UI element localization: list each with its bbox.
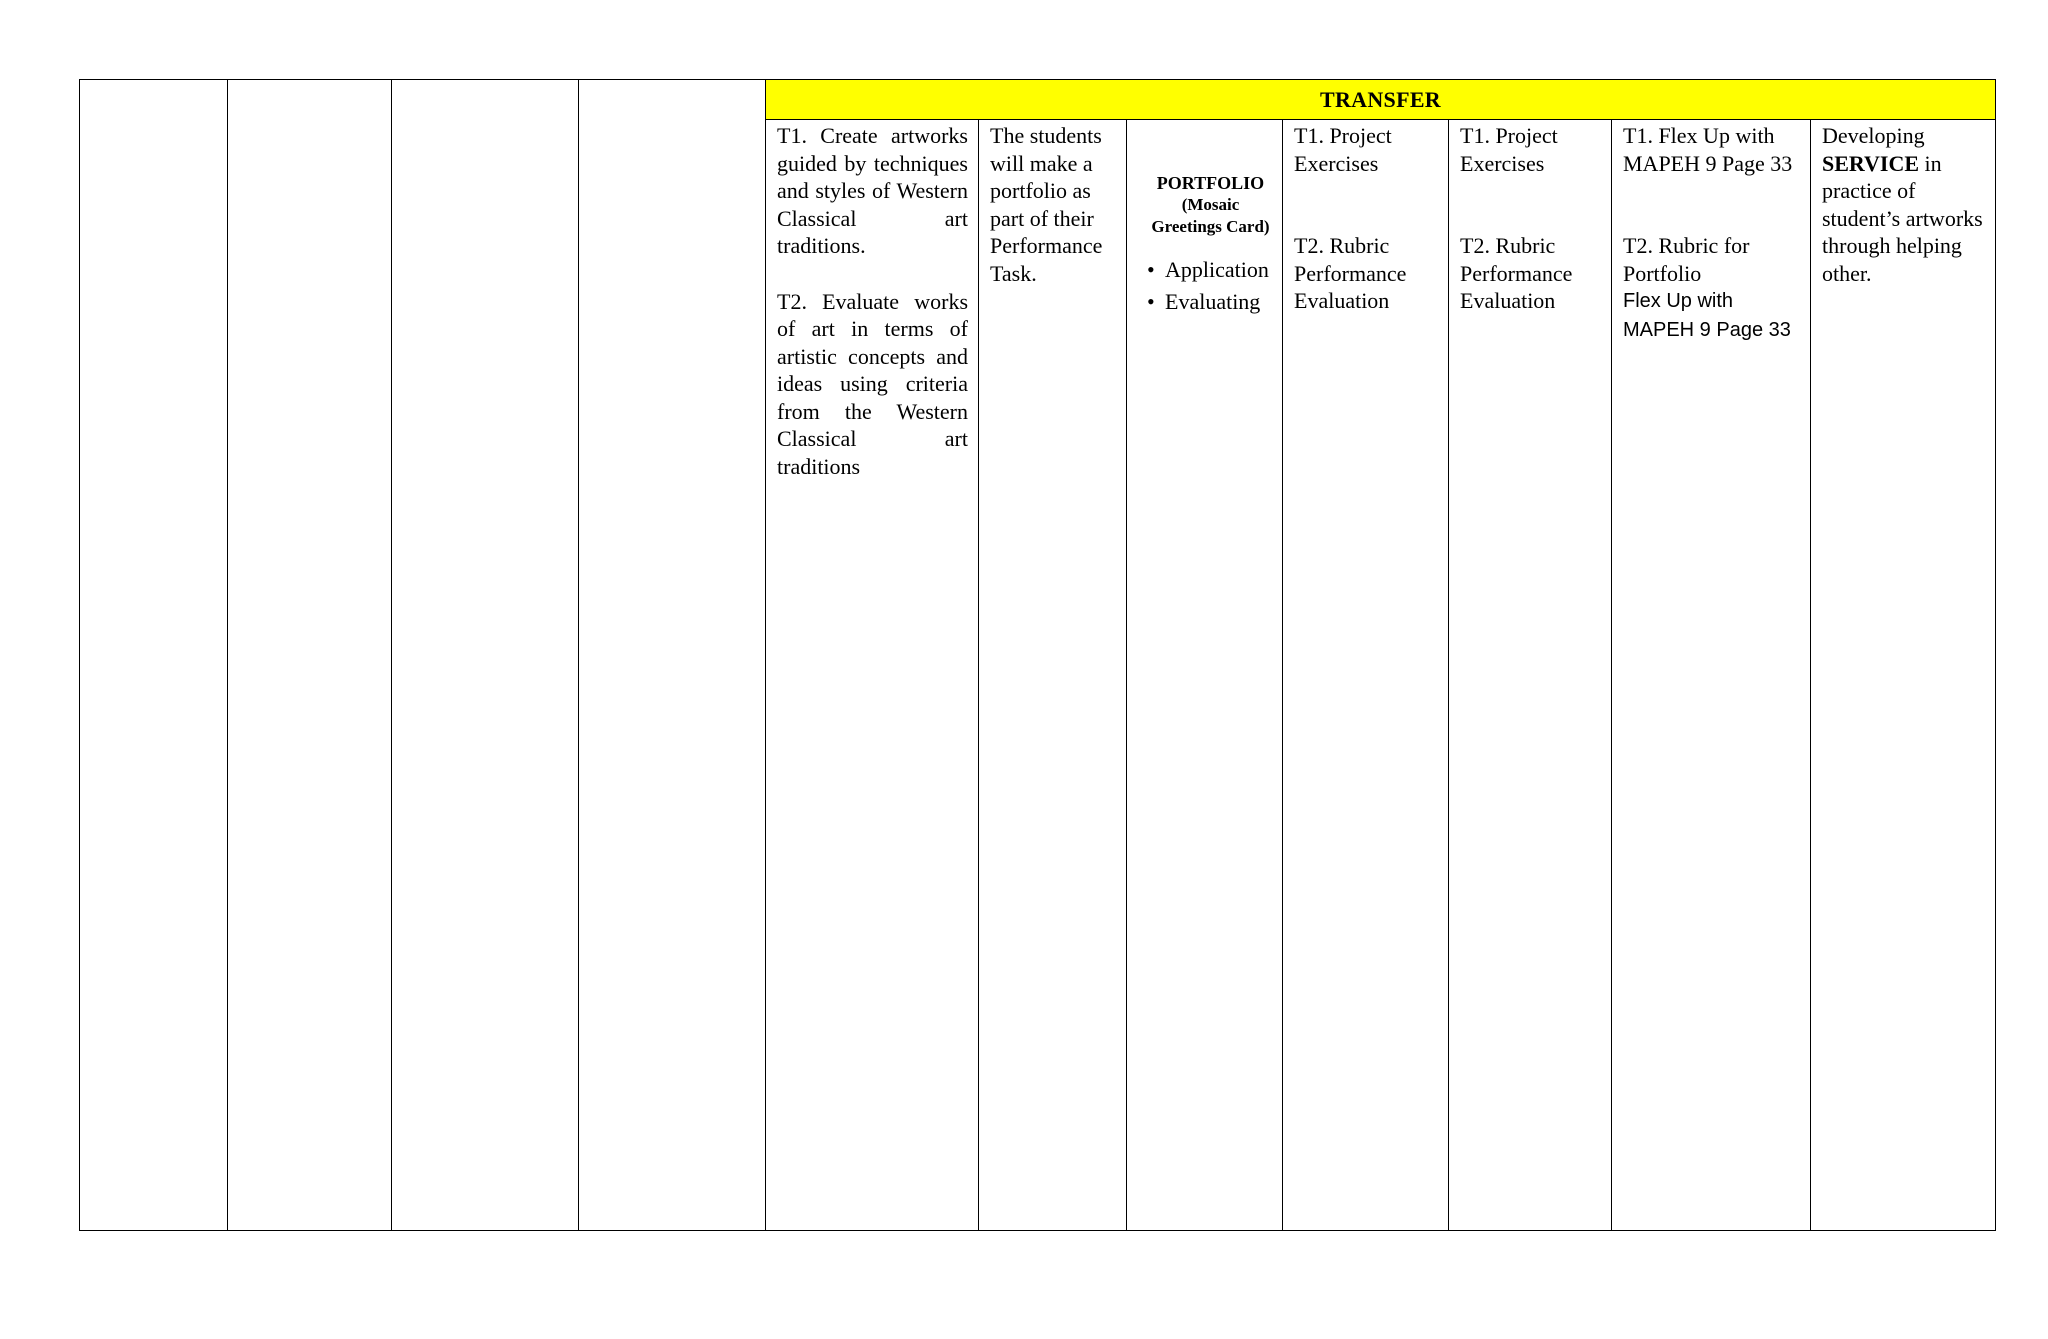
empty-cell-3 (392, 80, 579, 1231)
resource-t1: T1. Flex Up with MAPEH 9 Page 33 (1623, 123, 1793, 176)
resources-cell (1612, 120, 1811, 1231)
empty-cell-4 (579, 80, 766, 1231)
competency-t2: T2. Evaluate works of art in terms of artistic concepts and ideas using criteria from the Western Classical art traditions (777, 288, 968, 479)
resource-t2: T2. Rubric for Portfolio (1623, 233, 1750, 286)
portfolio-bullet-list (1145, 256, 1276, 315)
empty-cell-2 (228, 80, 392, 1231)
performance-task-text: The students will make a portfolio as part of their Performance Task. (990, 123, 1103, 286)
portfolio-cell (1127, 120, 1283, 1231)
assessment-b-t1: T1. Project Exercises (1460, 123, 1558, 176)
resource-reference: Flex Up with MAPEH 9 Page 33 (1623, 290, 1791, 341)
list-item: • Evaluating (1147, 288, 1261, 314)
values-cell (1811, 120, 1996, 1231)
learning-competencies-cell (766, 120, 979, 1231)
empty-cell-1 (80, 80, 228, 1231)
assessment-b-t2: T2. Rubric Performance Evaluation (1460, 233, 1573, 313)
assessment-a-t2: T2. Rubric Performance Evaluation (1294, 233, 1407, 313)
transfer-section-header: TRANSFER (766, 80, 1996, 120)
assessment-a-t1: T1. Project Exercises (1294, 123, 1392, 176)
values-text: Developing SERVICE in practice of student’s artworks through helping other. (1822, 123, 1983, 286)
assessment-cell-b (1449, 120, 1612, 1231)
header-row (80, 80, 1996, 120)
assessment-cell-a (1283, 120, 1449, 1231)
list-item: • Application (1147, 257, 1269, 282)
bullet-icon: • (1147, 288, 1155, 314)
portfolio-subtitle: (Mosaic Greetings Card) (1151, 195, 1270, 236)
competency-t1: T1. Create artworks guided by techniques and styles of Western Classical art traditions. (777, 123, 968, 258)
portfolio-title: PORTFOLIO (1156, 173, 1265, 193)
performance-task-cell (979, 120, 1127, 1231)
bullet-icon: • (1147, 257, 1155, 282)
curriculum-table (79, 79, 1996, 1231)
